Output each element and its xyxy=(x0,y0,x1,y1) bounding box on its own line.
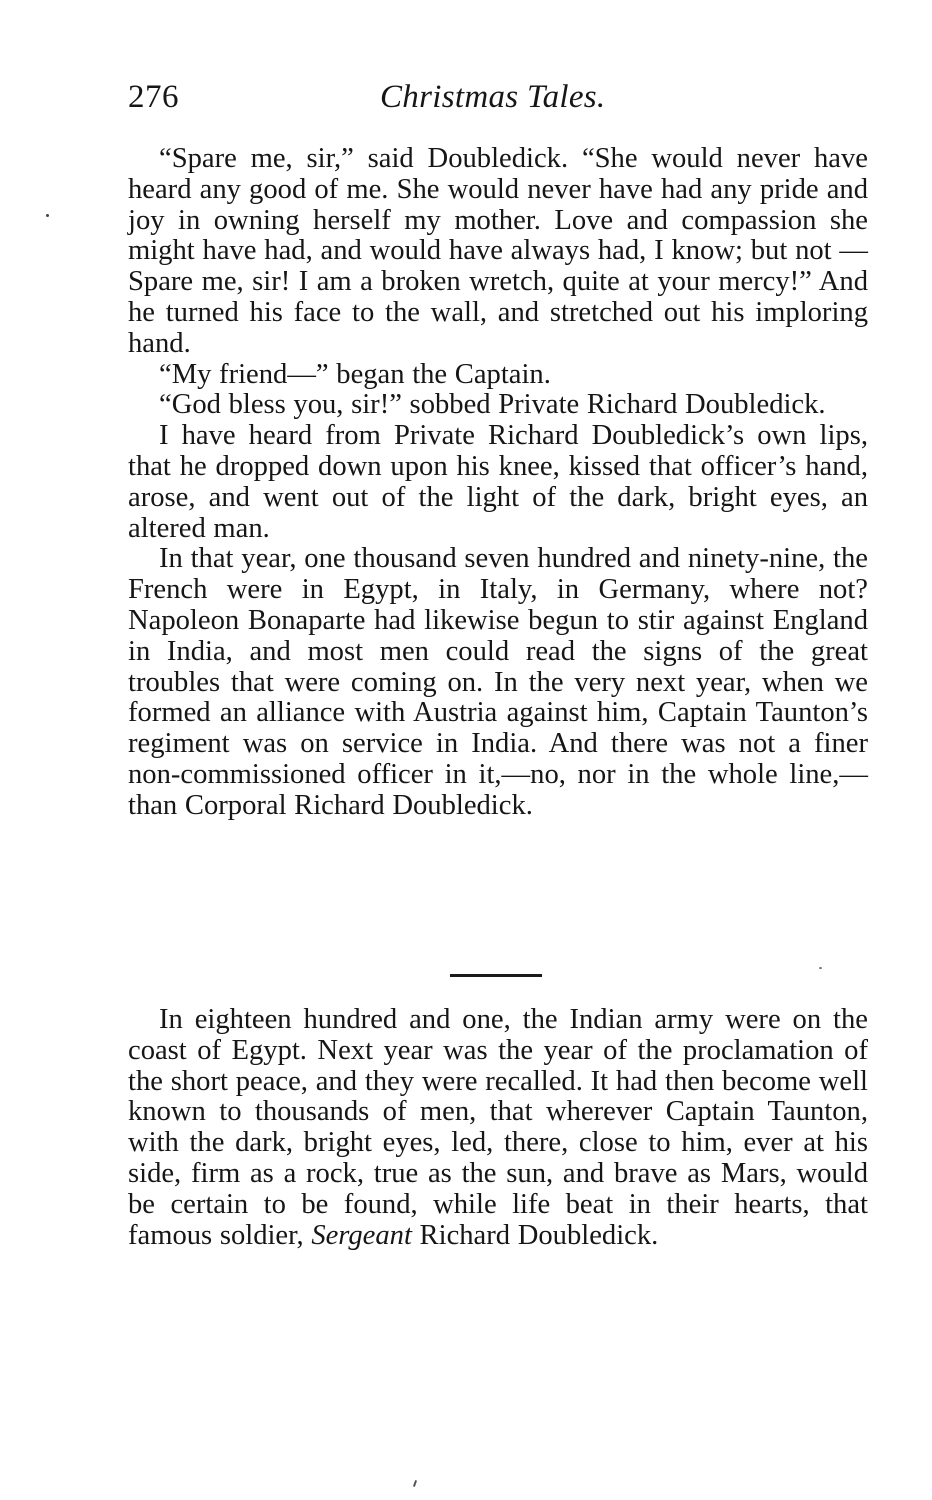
page-header xyxy=(128,72,868,122)
paragraph-god-bless-you: “God bless you, sir!” sobbed Private Richard Doubledick. xyxy=(159,389,826,421)
page-number: 276 xyxy=(128,79,179,115)
ink-speck xyxy=(46,214,49,217)
paragraph-text-after-italic: Richard Doubledick. xyxy=(411,1219,659,1251)
paragraph-altered-man: I have heard from Private Richard Doubledick’s own lips, that he dropped down upon his knee, kissed that officer’s hand, arose, and went out of the light of the dark, bright eyes, an altered man. xyxy=(128,420,868,544)
paragraph-text-before-italic: In eighteen hundred and one, the Indian army were on the coast of Egypt. Next year was the year of the proclamation of the short peace, and they were recalled. It had then become well known to thousands of men, that wherever Captain Taunton, with the dark, bright eyes, led, there, close to him, ever at his side, firm as a rock, true as the sun, and brave as Mars, would be certain to be found, while life beat in their hearts, that famous soldier, xyxy=(128,1004,868,1251)
section-divider-rule xyxy=(450,974,542,977)
text-block-lower xyxy=(128,1005,868,1251)
paragraph-seventeen-ninety-nine: In that year, one thousand seven hundred and ninety-nine, the French were in Egypt, in Italy, in Germany, where not? Napoleon Bonaparte had likewise begun to stir against England in India, and most men could read the signs of the great troubles that were coming on. In the very next year, when we formed an alliance with Austria against him, Captain Taunton’s regiment was on service in India. And there was not a finer non-commissioned officer in it,—no, nor in the whole line,—than Corporal Richard Doubledick. xyxy=(128,543,868,821)
paragraph-dialogue-spare-me: “Spare me, sir,” said Doubledick. “She would never have heard any good of me. She would never have had any pride and joy in owning herself my mother. Love and compassion she might have had, and would have always had, I know; but not —Spare me, sir! I am a broken wretch, quite at your mercy!” And he turned his face to the wall, and stretched out his imploring hand. xyxy=(128,143,868,359)
ink-speck xyxy=(413,1480,417,1487)
text-block-upper xyxy=(128,144,868,822)
italic-rank-word: Sergeant xyxy=(311,1219,412,1251)
running-title: Christmas Tales. xyxy=(380,79,606,115)
ink-speck xyxy=(819,967,822,969)
paragraph-my-friend: “My friend—” began the Captain. xyxy=(159,358,551,390)
paragraph-eighteen-hundred-one xyxy=(128,1005,868,1251)
